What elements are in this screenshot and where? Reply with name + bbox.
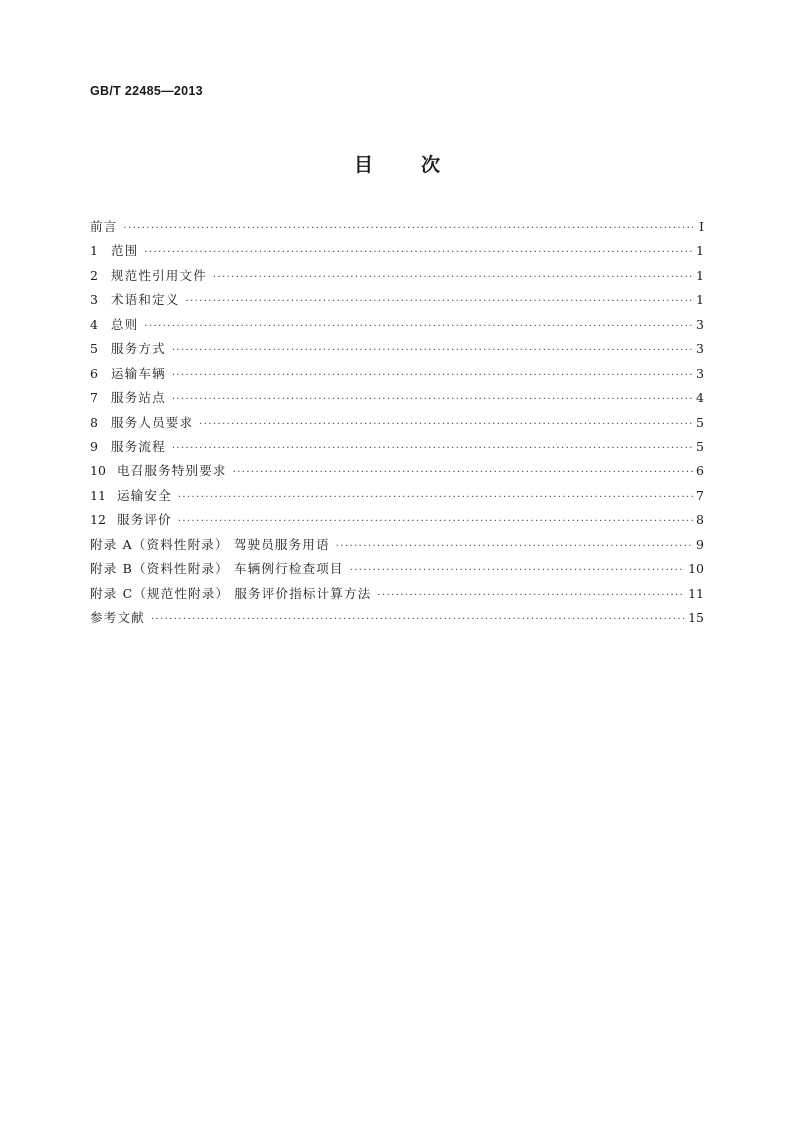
toc-entry-label: 12 服务评价 (90, 510, 172, 530)
toc-entry-9[interactable] (90, 437, 704, 461)
toc-page-number: 6 (696, 463, 704, 479)
toc-page-number: 9 (696, 536, 704, 552)
toc-entry-label: 3 术语和定义 (90, 290, 180, 310)
toc-leader-dots (172, 439, 693, 459)
toc-entry-3[interactable] (90, 290, 704, 314)
toc-page-number: 3 (696, 365, 704, 381)
toc-entry-label: 8 服务人员要求 (90, 413, 193, 433)
toc-entry-label: 附录 A（资料性附录） 驾驶员服务用语 (90, 536, 330, 552)
toc-page-number: 3 (696, 341, 704, 357)
toc-entry-12[interactable] (90, 510, 704, 534)
toc-entry-label: 10 电召服务特别要求 (90, 461, 227, 481)
toc-leader-dots (350, 561, 685, 581)
toc-leader-dots (213, 268, 693, 288)
toc-entry-label: 6 运输车辆 (90, 364, 166, 384)
toc-leader-dots (178, 488, 693, 508)
toc-entry-2[interactable] (90, 266, 704, 290)
toc-entry-5[interactable] (90, 339, 704, 363)
toc-entry-label: 4 总则 (90, 315, 138, 335)
toc-entry-label: 7 服务站点 (90, 388, 166, 408)
toc-section-number: 8 (90, 414, 98, 430)
toc-section-number: 9 (90, 438, 98, 454)
toc-page-number: Ⅰ (699, 219, 704, 234)
toc-entry-11[interactable] (90, 486, 704, 510)
toc-leader-dots (186, 292, 693, 312)
toc-entry-appendix-a[interactable] (90, 535, 704, 559)
toc-page-number: 5 (696, 438, 704, 454)
toc-section-number: 2 (90, 267, 98, 283)
toc-section-number: 3 (90, 292, 98, 308)
toc-section-number: 10 (90, 463, 106, 479)
toc-entry-label: 前言 (90, 219, 118, 234)
toc-entry-6[interactable] (90, 364, 704, 388)
toc-entry-10[interactable] (90, 461, 704, 485)
toc-entry-label: 5 服务方式 (90, 339, 166, 359)
toc-page-number: 5 (696, 414, 704, 430)
toc-leader-dots (178, 512, 693, 532)
toc-entry-1[interactable] (90, 241, 704, 265)
standard-code: GB/T 22485—2013 (90, 84, 203, 98)
toc-section-number: 12 (90, 512, 106, 528)
toc-leader-dots (172, 390, 693, 410)
toc-page-number: 1 (696, 292, 704, 308)
table-of-contents (90, 217, 704, 632)
toc-page-number: 1 (696, 267, 704, 283)
toc-entry-label: 1 范围 (90, 241, 138, 261)
toc-section-number: 6 (90, 365, 98, 381)
toc-entry-label: 附录 C（规范性附录） 服务评价指标计算方法 (90, 585, 372, 601)
toc-leader-dots (144, 243, 693, 263)
toc-page-number: 7 (696, 487, 704, 503)
toc-section-number: 7 (90, 390, 98, 406)
toc-leader-dots (233, 463, 693, 483)
toc-section-number: 11 (90, 487, 106, 503)
toc-section-number: 4 (90, 316, 98, 332)
toc-entry-appendix-b[interactable] (90, 559, 704, 583)
toc-leader-dots (144, 317, 693, 337)
toc-entry-label: 9 服务流程 (90, 437, 166, 457)
toc-leader-dots (199, 415, 693, 435)
toc-page-number: 10 (688, 561, 704, 577)
toc-entry-label: 参考文献 (90, 610, 145, 625)
toc-entry-4[interactable] (90, 315, 704, 339)
toc-page-number: 4 (696, 390, 704, 406)
toc-leader-dots (123, 219, 693, 239)
toc-leader-dots (172, 341, 693, 361)
toc-entry-label: 11 运输安全 (90, 486, 172, 506)
toc-leader-dots (377, 586, 685, 606)
toc-leader-dots (172, 366, 693, 386)
toc-page-number: 15 (688, 610, 704, 625)
toc-entry-foreword[interactable] (90, 217, 704, 241)
toc-page-number: 1 (696, 243, 704, 259)
toc-page-number: 8 (696, 512, 704, 528)
toc-entry-appendix-c[interactable] (90, 584, 704, 608)
toc-section-number: 5 (90, 341, 98, 357)
toc-leader-dots (336, 537, 693, 557)
toc-entry-bibliography[interactable] (90, 608, 704, 632)
toc-page-number: 3 (696, 316, 704, 332)
toc-leader-dots (151, 610, 685, 630)
toc-entry-label: 2 规范性引用文件 (90, 266, 207, 286)
toc-entry-8[interactable] (90, 413, 704, 437)
toc-page-number: 11 (688, 585, 704, 601)
toc-section-number: 1 (90, 243, 98, 259)
toc-entry-7[interactable] (90, 388, 704, 412)
toc-entry-label: 附录 B（资料性附录） 车辆例行检查项目 (90, 561, 344, 577)
page-title: 目次 (353, 154, 488, 176)
